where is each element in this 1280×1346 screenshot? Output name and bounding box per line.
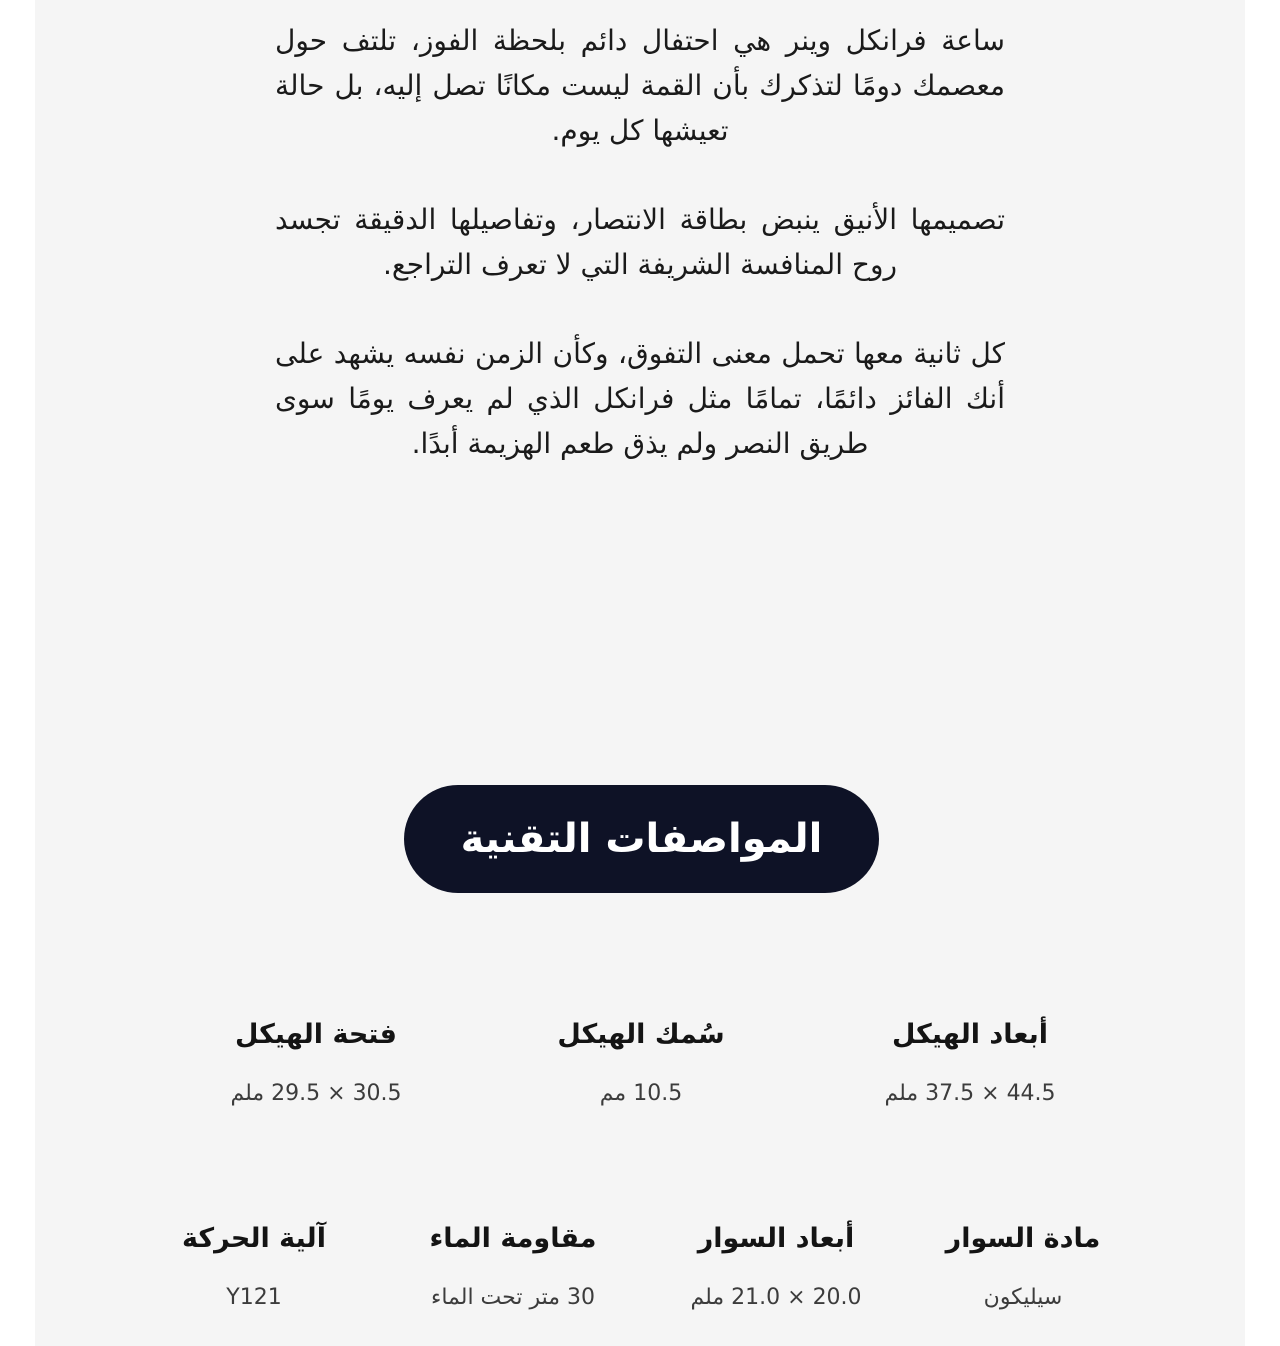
- spec-label: فتحة الهيكل: [235, 1019, 397, 1050]
- spec-value: سيليكون: [983, 1285, 1063, 1310]
- spec-value: 30.5 × 29.5 ملم: [230, 1081, 402, 1106]
- spec-value: 30 متر تحت الماء: [430, 1285, 596, 1310]
- spec-label: آلية الحركة: [182, 1223, 326, 1254]
- description-paragraph-1: ساعة فرانكل وينر هي احتفال دائم بلحظة الفوز، تلتف حول معصمك دومًا لتذكرك بأن القمة ليست مكانًا تصل إليه، بل حالة تعيشها كل يوم.: [275, 24, 1005, 147]
- specs-heading-pill: [404, 785, 879, 893]
- description-paragraph-3: كل ثانية معها تحمل معنى التفوق، وكأن الزمن نفسه يشهد على أنك الفائز دائمًا، تمامًا مثل فرانكل الذي لم يعرف يومًا سوى طريق النصر ولم يذق طعم الهزيمة أبدًا.: [275, 337, 1005, 460]
- spec-movement: [182, 1222, 326, 1312]
- spec-water-resistance: [430, 1222, 597, 1312]
- spec-label: مادة السوار: [945, 1223, 1101, 1254]
- spec-label: أبعاد السوار: [697, 1223, 855, 1254]
- spec-case-dimensions: [884, 1018, 1055, 1108]
- spec-label: أبعاد الهيكل: [891, 1019, 1049, 1050]
- spec-label: مقاومة الماء: [429, 1223, 597, 1254]
- product-description: [275, 18, 1005, 510]
- spec-value: 20.0 × 21.0 ملم: [690, 1285, 862, 1310]
- description-paragraph-2: تصميمها الأنيق ينبض بطاقة الانتصار، وتفاصيلها الدقيقة تجسد روح المنافسة الشريفة التي لا تعرف التراجع.: [275, 203, 1005, 281]
- spec-strap-dimensions: [690, 1222, 861, 1312]
- spec-case-opening: [230, 1018, 401, 1108]
- spec-case-thickness: [557, 1018, 724, 1108]
- spec-strap-material: [946, 1222, 1101, 1312]
- spec-value: 10.5 مم: [599, 1081, 683, 1106]
- spec-value: 44.5 × 37.5 ملم: [884, 1081, 1056, 1106]
- spec-value: Y121: [226, 1285, 282, 1310]
- specs-heading: المواصفات التقنية: [460, 816, 823, 862]
- spec-label: سُمك الهيكل: [557, 1019, 725, 1050]
